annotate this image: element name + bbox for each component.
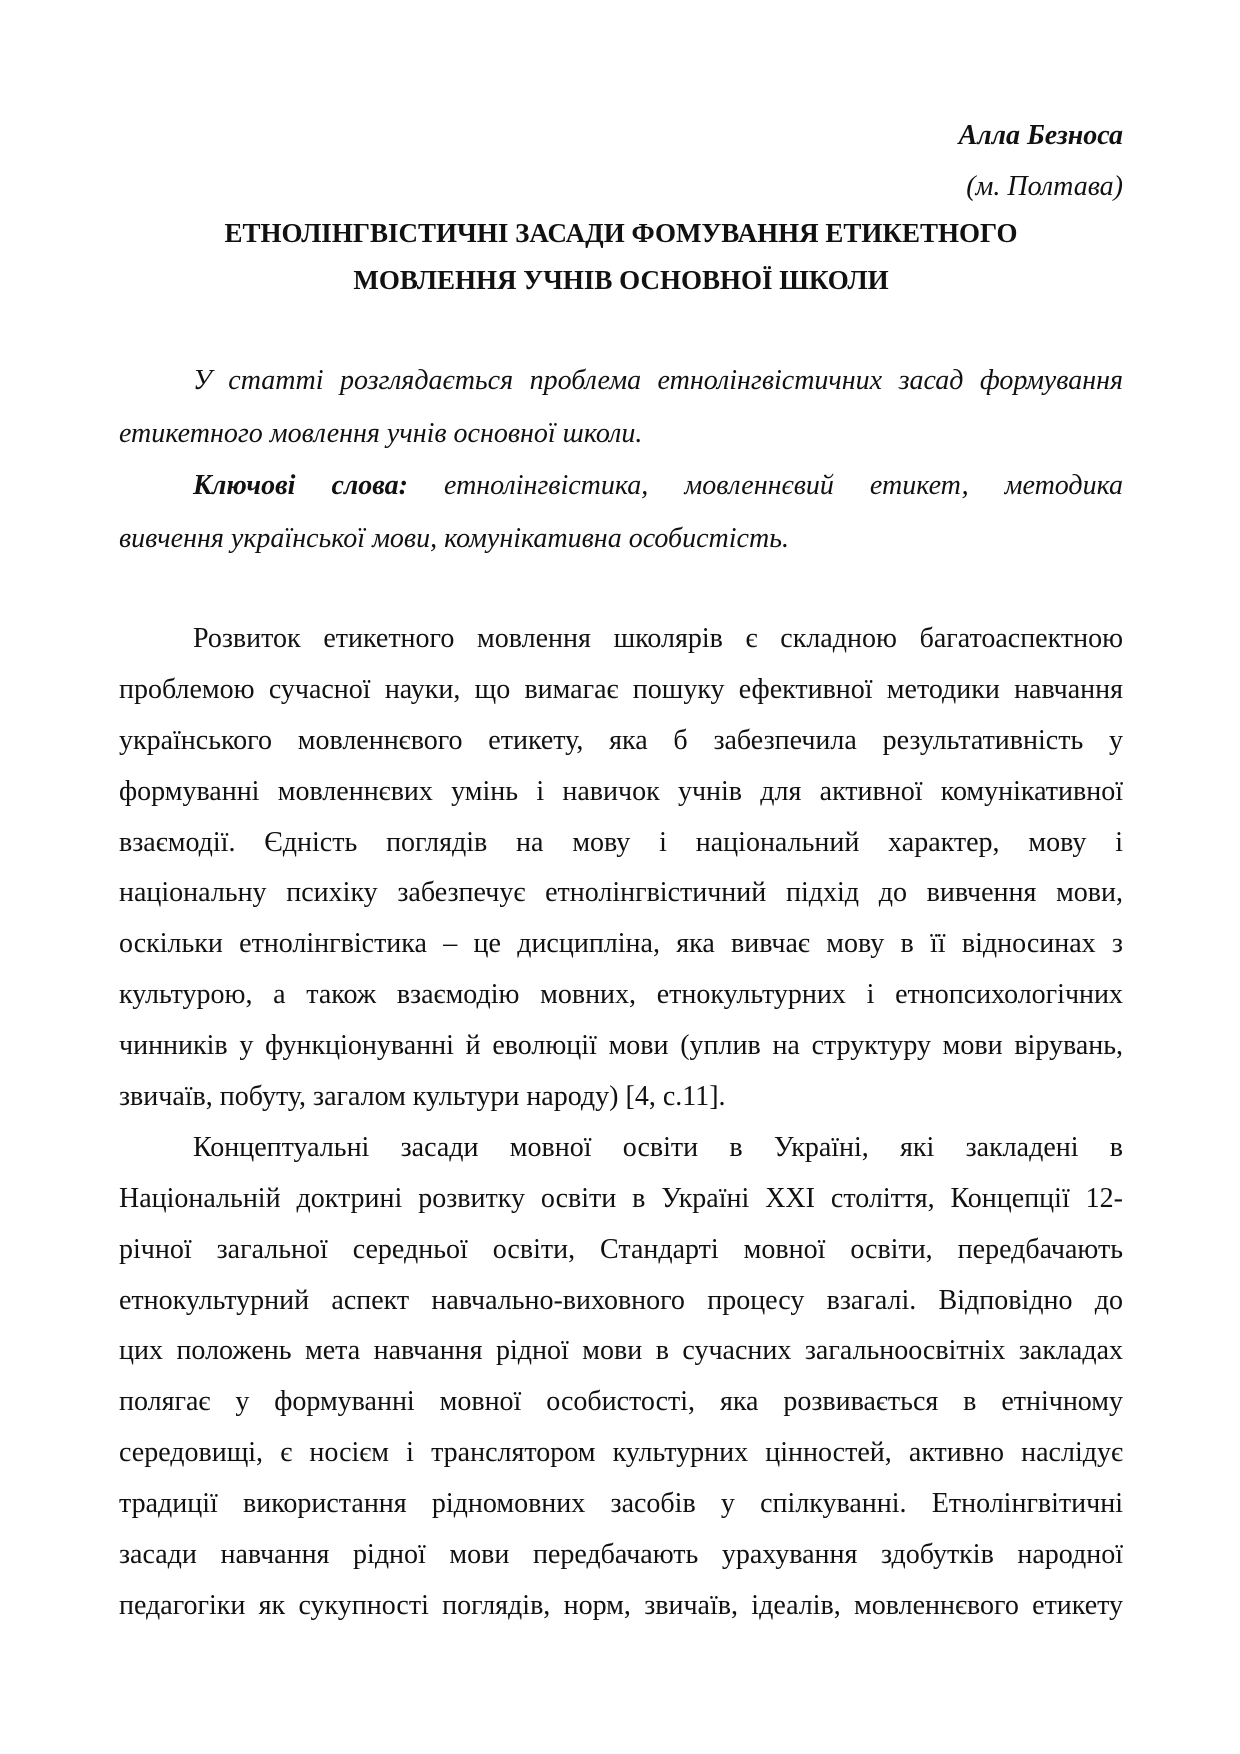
body-text — [119, 614, 1123, 1632]
paragraph-line: педагогіки як сукупності поглядів, норм, звичаїв, ідеалів, мовленнєвого етикету — [119, 1589, 1123, 1621]
paragraph-line: річної загальної середньої освіти, Стандарті мовної освіти, передбачають — [119, 1233, 1123, 1265]
paragraph-line: проблемою сучасної науки, що вимагає пошуку ефективної методики навчання — [119, 673, 1123, 705]
keywords-label: Ключові слова: — [193, 470, 408, 501]
paragraph-line: засади навчання рідної мови передбачають урахування здобутків народної — [119, 1539, 1123, 1571]
title-line: ЕТНОЛІНГВІСТИЧНІ ЗАСАДИ ФОМУВАННЯ ЕТИКЕТНОГО — [224, 218, 1018, 248]
paragraph-line: оскільки етнолінгвістика – це дисципліна, яка вивчає мову в її відносинах з — [119, 928, 1123, 960]
paragraph-line: формуванні мовленнєвих умінь і навичок учнів для активної комунікативної — [119, 775, 1123, 807]
paragraph-line: Національній доктрині розвитку освіти в Україні XXI століття, Концепції 12- — [119, 1182, 1123, 1214]
paragraph-line: культурою, а також взаємодію мовних, етнокультурних і етнопсихологічних — [119, 979, 1123, 1011]
title-line: МОВЛЕННЯ УЧНІВ ОСНОВНОЇ ШКОЛИ — [353, 265, 889, 295]
paragraph-line: середовищі, є носієм і транслятором культурних цінностей, активно наслідує — [119, 1437, 1123, 1469]
paragraph-line: полягає у формуванні мовної особистості, яка розвивається в етнічному — [119, 1386, 1123, 1418]
paragraph-line: етнокультурний аспект навчально-виховного процесу взагалі. Відповідно до — [119, 1284, 1123, 1316]
author-block — [119, 110, 1123, 212]
keywords-line: вивчення української мови, комунікативна особистість. — [119, 522, 789, 554]
author-name: Алла Безноса — [958, 120, 1123, 151]
paragraph-line: взаємодії. Єдність поглядів на мову і національний характер, мову і — [119, 826, 1123, 858]
keywords-text: етнолінгвістика, мовленнєвий етикет, методика — [407, 470, 1123, 501]
paragraph-line: Розвиток етикетного мовлення школярів є складною багатоаспектною — [193, 623, 1123, 654]
paragraph-line: цих положень мета навчання рідної мови в сучасних загальноосвітніх закладах — [119, 1335, 1123, 1367]
paragraph-line: чинників у функціонуванні й еволюції мови (уплив на структуру мови вірувань, — [119, 1030, 1123, 1062]
paragraph-line: національну психіку забезпечує етнолінгвістичний підхід до вивчення мови, — [119, 877, 1123, 909]
paragraph-line: українського мовленнєвого етикету, яка б забезпечила результативність у — [119, 724, 1123, 756]
keywords-line — [119, 460, 1123, 513]
abstract — [119, 355, 1123, 565]
paragraph-line: Концептуальні засади мовної освіти в Україні, які закладені в — [193, 1131, 1123, 1163]
abstract-line: У статті розглядається проблема етнолінгвістичних засад формування — [193, 365, 1123, 396]
paragraph-line: традиції використання рідномовних засобів у спілкуванні. Етнолінгвітичні — [119, 1488, 1123, 1520]
paragraph-line: звичаїв, побуту, загалом культури народу) [4, с.11]. — [119, 1081, 726, 1113]
article-title — [119, 210, 1123, 304]
author-city: (м. Полтава) — [966, 171, 1123, 202]
abstract-line: етикетного мовлення учнів основної школи. — [119, 417, 643, 449]
